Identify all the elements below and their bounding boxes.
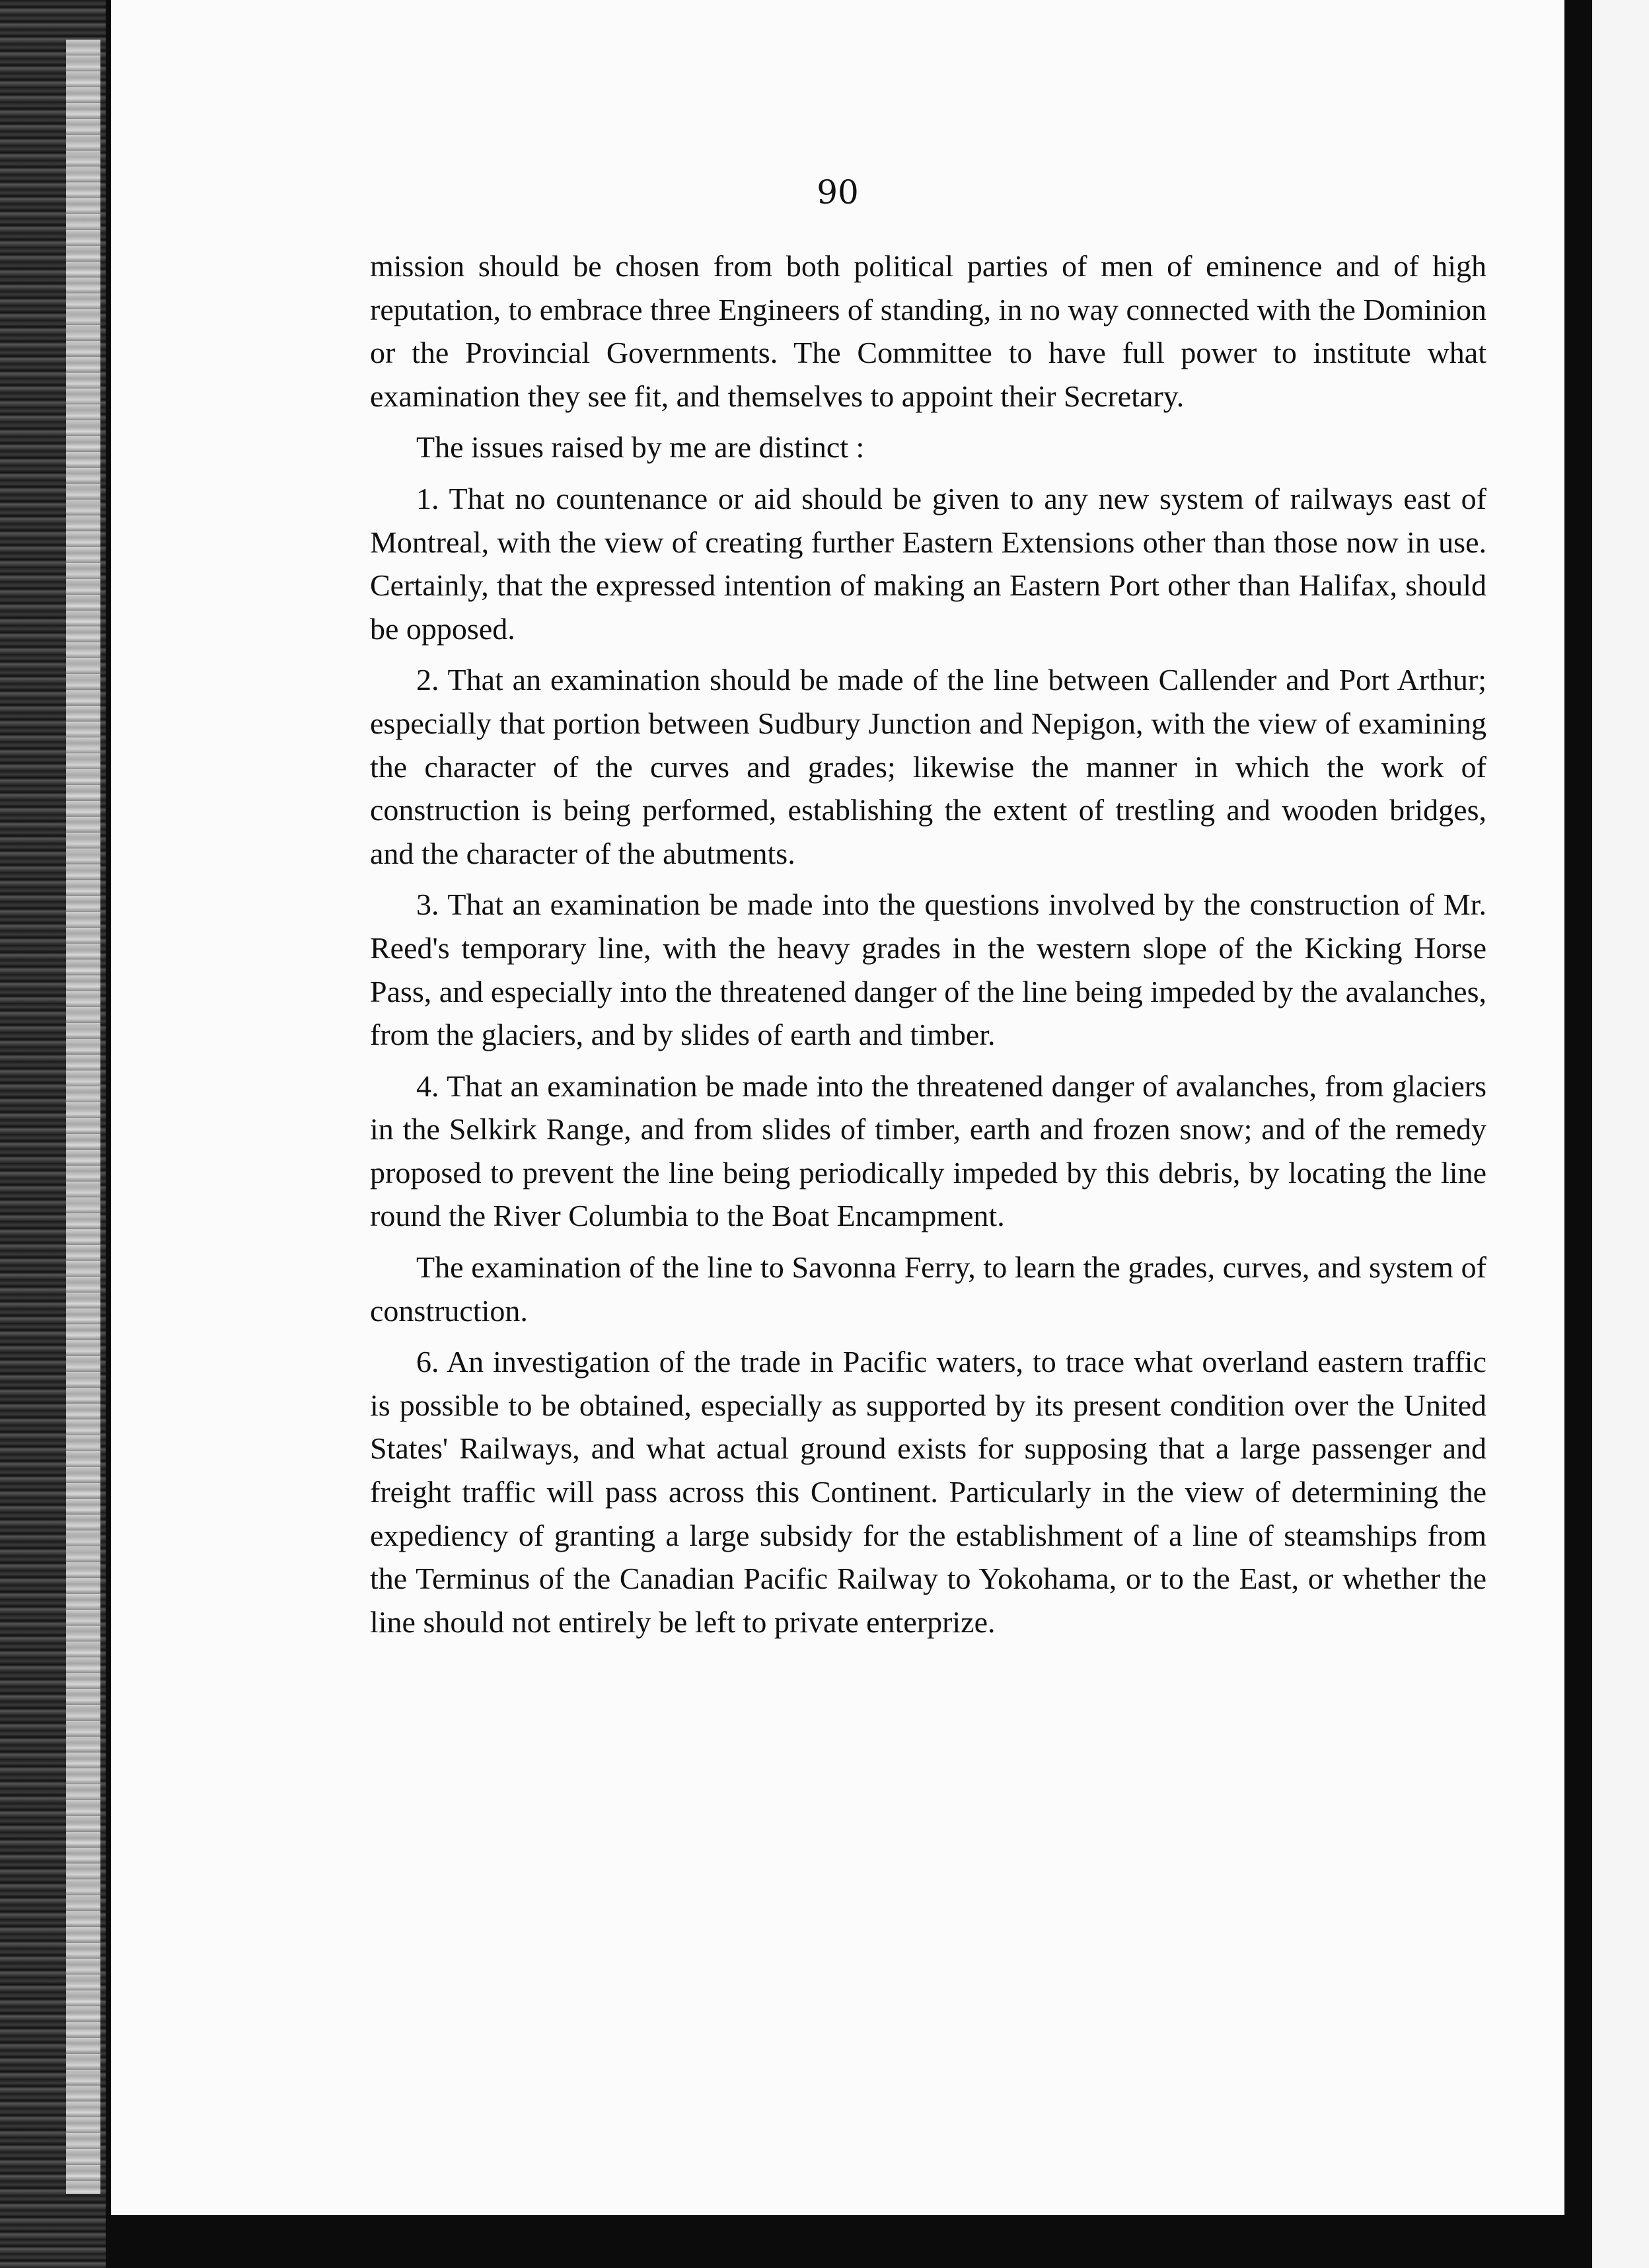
paragraph-item-3: 3. That an examination be made into the questions involved by the construction of Mr. Reed's temporary line, with the heavy grades in the western slope of the Kicking Horse Pass, and especially into the threatened danger of the line being impeded by the avalanches, from the glaciers, and by slides of earth and timber. <box>370 888 1486 1052</box>
paragraph-item-2: 2. That an examination should be made of the line between Callender and Port Arthur; especially that portion between Sudbury Junction and Nepigon, with the view of examining the character of the curves and grades; likewise the manner in which the work of construction is being performed, establishing the extent of trestling and wooden bridges, and the character of the abutments. <box>370 663 1486 870</box>
paragraph-issues: The issues raised by me are distinct : <box>416 430 865 465</box>
paragraph-item-4: 4. That an examination be made into the threatened danger of avalanches, from glaciers in the Selkirk Range, and from slides of timber, earth and frozen snow; and of the remedy proposed to prevent the line being periodically impeded by this debris, by locating the line round the River Columbia to the Boat Encampment. <box>370 1069 1486 1233</box>
adjacent-page-edge <box>1592 0 1649 2268</box>
scan-bottom-border <box>106 2215 1564 2268</box>
paragraph-item-5: The examination of the line to Savonna Ferry, to learn the grades, curves, and system of construction. <box>370 1250 1486 1328</box>
page-edges <box>66 40 100 2194</box>
paragraph-item-6: 6. An investigation of the trade in Pacific waters, to trace what overland eastern traffic is possible to be obtained, especially as supported by its present condition over the United States' Railways, and what actual ground exists for supposing that a large passenger and freight traffic will pass across this Continent. Particularly in the view of determining the expediency of granting a large subsidy for the establishment of a line of steamships from the Terminus of the Canadian Pacific Railway to Yokohama, or to the East, or whether the line should not entirely be left to private enterprize. <box>370 1345 1486 1639</box>
paragraph-intro: mission should be chosen from both political parties of men of eminence and of high reputation, to embrace three Engineers of standing, in no way connected with the Dominion or the Provincial Governments. The Committee to have full power to institute what examination they see fit, and themselves to appoint their Secretary. <box>370 249 1487 413</box>
page-gutter <box>1564 0 1592 2268</box>
body-text <box>370 245 1486 1651</box>
paragraph-item-1: 1. That no countenance or aid should be given to any new system of railways east of Montreal, with the view of creating further Eastern Extensions other than those now in use. Certainly, that the expressed intention of making an Eastern Port other than Halifax, should be opposed. <box>370 481 1486 646</box>
page-number: 90 <box>817 173 859 211</box>
document-page <box>111 0 1564 2215</box>
